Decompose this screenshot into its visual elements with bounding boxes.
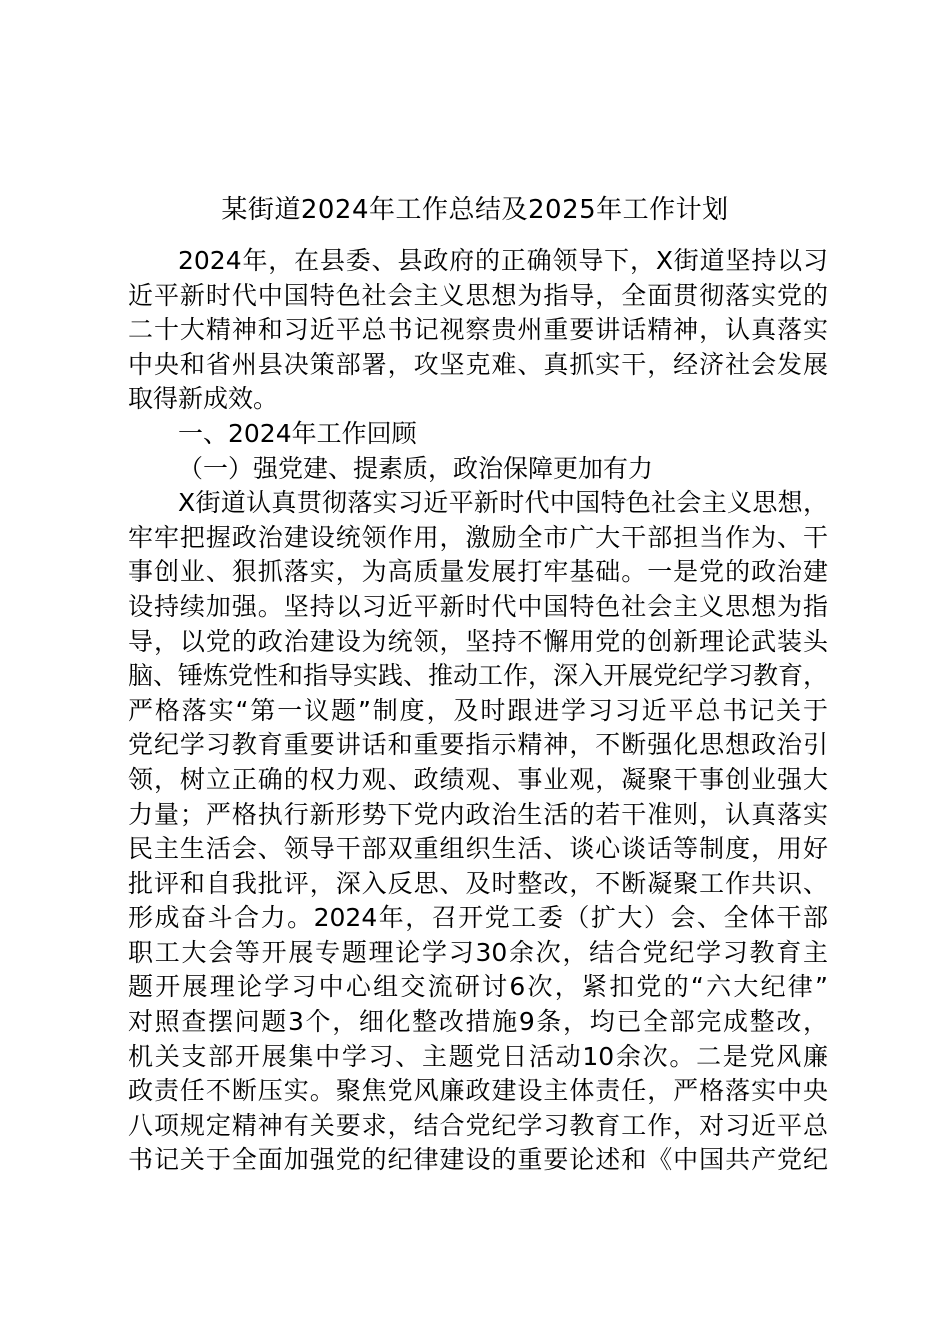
body-text-line: 形成奋斗合力。2024年，召开党工委（扩大）会、全体干部 [128, 903, 828, 933]
body-text-line: 一、2024年工作回顾 [178, 418, 417, 448]
body-text-line: 2024年，在县委、县政府的正确领导下，X街道坚持以习 [178, 246, 828, 275]
body-text-line: 中央和省州县决策部署，攻坚克难、真抓实干，经济社会发展 [128, 349, 828, 379]
body-text-line: X街道认真贯彻落实习近平新时代中国特色社会主义思想， [178, 488, 828, 518]
body-text-line: 政责任不断压实。聚焦党风廉政建设主体责任，严格落实中央 [128, 1076, 828, 1106]
body-text-line: 批评和自我批评，深入反思、及时整改，不断凝聚工作共识、 [128, 868, 828, 898]
document-body [128, 244, 828, 1178]
body-text-line: （一）强党建、提素质，政治保障更加有力 [178, 453, 654, 483]
body-text-line: 领，树立正确的权力观、政绩观、事业观，凝聚干事创业强大 [128, 764, 828, 794]
body-text-line: 脑、锤炼党性和指导实践、推动工作，深入开展党纪学习教育， [128, 661, 829, 691]
body-text-line: 八项规定精神有关要求，结合党纪学习教育工作，对习近平总 [128, 1110, 828, 1140]
body-text-line: 对照查摆问题3个，细化整改措施9条，均已全部完成整改， [128, 1007, 828, 1037]
body-text-line: 牢牢把握政治建设统领作用，激励全市广大干部担当作为、干 [128, 522, 828, 552]
body-text-line: 书记关于全面加强党的纪律建设的重要论述和《中国共产党纪 [128, 1145, 828, 1175]
body-text-line: 设持续加强。坚持以习近平新时代中国特色社会主义思想为指 [128, 591, 828, 621]
body-text-line: 职工大会等开展专题理论学习30余次，结合党纪学习教育主 [128, 937, 828, 967]
body-text-line: 事创业、狠抓落实，为高质量发展打牢基础。一是党的政治建 [128, 557, 828, 587]
body-text-line: 近平新时代中国特色社会主义思想为指导，全面贯彻落实党的 [128, 280, 828, 310]
body-text-line: 二十大精神和习近平总书记视察贵州重要讲话精神，认真落实 [128, 315, 828, 345]
body-text-line: 机关支部开展集中学习、主题党日活动10余次。二是党风廉 [128, 1041, 828, 1071]
body-text-line: 题开展理论学习中心组交流研讨6次，紧扣党的“六大纪律” [128, 972, 828, 1002]
body-text-line: 民主生活会、领导干部双重组织生活、谈心谈话等制度，用好 [128, 834, 828, 864]
body-text-line: 力量；严格执行新形势下党内政治生活的若干准则，认真落实 [128, 799, 828, 829]
document-title: 某街道2024年工作总结及2025年工作计划 [221, 195, 729, 225]
body-text-line: 严格落实“第一议题”制度，及时跟进学习习近平总书记关于 [128, 695, 828, 725]
body-text-line: 党纪学习教育重要讲话和重要指示精神，不断强化思想政治引 [128, 730, 828, 760]
body-text-line: 导，以党的政治建设为统领，坚持不懈用党的创新理论武装头 [128, 626, 828, 656]
body-text-line: 取得新成效。 [128, 384, 279, 414]
